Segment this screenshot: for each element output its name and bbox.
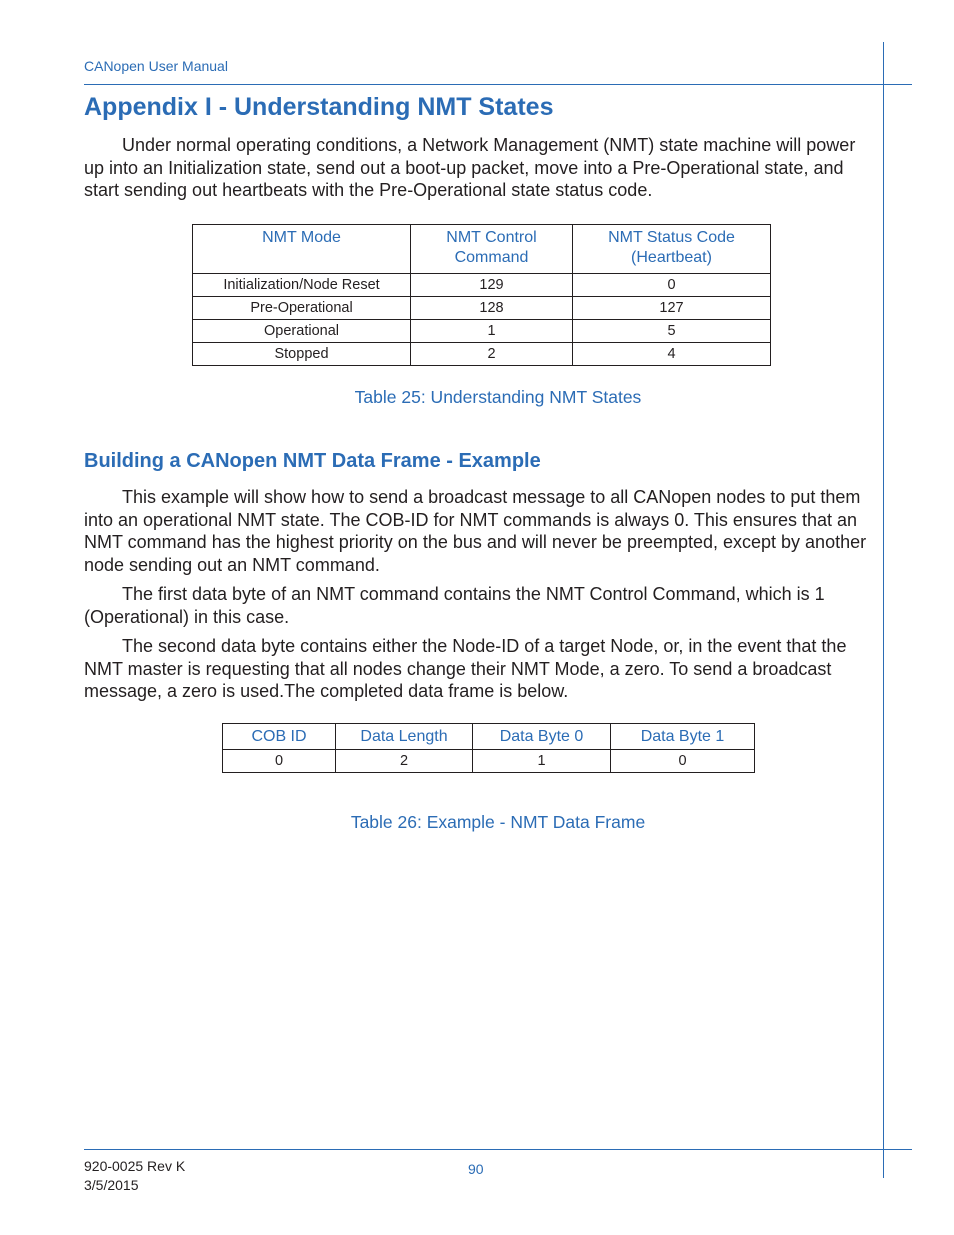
column-header: Data Length — [336, 724, 473, 750]
table-cell: Pre-Operational — [193, 297, 411, 320]
column-header: NMT Mode — [193, 225, 411, 274]
column-header: Data Byte 0 — [473, 724, 611, 750]
table-cell: 0 — [611, 750, 755, 773]
table-cell: 129 — [411, 274, 573, 297]
document-date: 3/5/2015 — [84, 1177, 139, 1193]
table-cell: 0 — [573, 274, 771, 297]
table-cell: 0 — [223, 750, 336, 773]
table-caption: Table 25: Understanding NMT States — [354, 387, 642, 407]
example-paragraph: The second data byte contains either the Node-ID of a target Node, or, in the event that the NMT master is requesting that all nodes change their NMT Mode, a zero. To send a broadcast message, a zero is used.The completed data frame is below. — [84, 636, 847, 702]
header-rule — [84, 84, 912, 85]
table-cell: Operational — [193, 320, 411, 343]
table-header-row — [193, 225, 771, 274]
example-paragraph: The first data byte of an NMT command contains the NMT Control Command, which is 1 (Operational) in this case. — [84, 584, 825, 627]
nmt-data-frame-table — [222, 723, 755, 773]
table-row — [193, 297, 771, 320]
page-number: 90 — [468, 1161, 484, 1177]
footer-rule — [84, 1149, 912, 1150]
table-cell: 5 — [573, 320, 771, 343]
table-cell: 128 — [411, 297, 573, 320]
example-paragraph: This example will show how to send a broadcast message to all CANopen nodes to put them into an operational NMT state. The COB-ID for NMT commands is always 0. This ensures that an NMT command has the highest priority on the bus and will never be preempted, except by another node sending out an NMT command. — [84, 487, 867, 575]
table-cell: 127 — [573, 297, 771, 320]
table-cell: 2 — [336, 750, 473, 773]
table-row — [223, 750, 755, 773]
table-cell: Initialization/Node Reset — [193, 274, 411, 297]
table-cell: 4 — [573, 343, 771, 366]
table-cell: 1 — [473, 750, 611, 773]
right-margin-rule — [883, 42, 884, 1178]
table-row — [193, 343, 771, 366]
column-header: NMT Status Code (Heartbeat) — [573, 225, 771, 274]
table-caption: Table 26: Example - NMT Data Frame — [350, 812, 646, 832]
table-cell: 2 — [411, 343, 573, 366]
column-header: NMT Control Command — [411, 225, 573, 274]
table-row — [193, 320, 771, 343]
column-header: Data Byte 1 — [611, 724, 755, 750]
running-header: CANopen User Manual — [84, 58, 228, 74]
appendix-title: Appendix I - Understanding NMT States — [84, 93, 554, 121]
intro-paragraph: Under normal operating conditions, a Network Management (NMT) state machine will power up into an Initialization state, send out a boot-up packet, move into a Pre-Operational state, and start sending out heartbeats with the Pre-Operational state status code. — [84, 135, 856, 201]
table-cell: 1 — [411, 320, 573, 343]
section-title: Building a CANopen NMT Data Frame - Example — [84, 450, 541, 472]
table-header-row — [223, 724, 755, 750]
table-row — [193, 274, 771, 297]
document-revision: 920-0025 Rev K — [84, 1158, 186, 1174]
table-cell: Stopped — [193, 343, 411, 366]
nmt-states-table — [192, 224, 771, 366]
column-header: COB ID — [223, 724, 336, 750]
